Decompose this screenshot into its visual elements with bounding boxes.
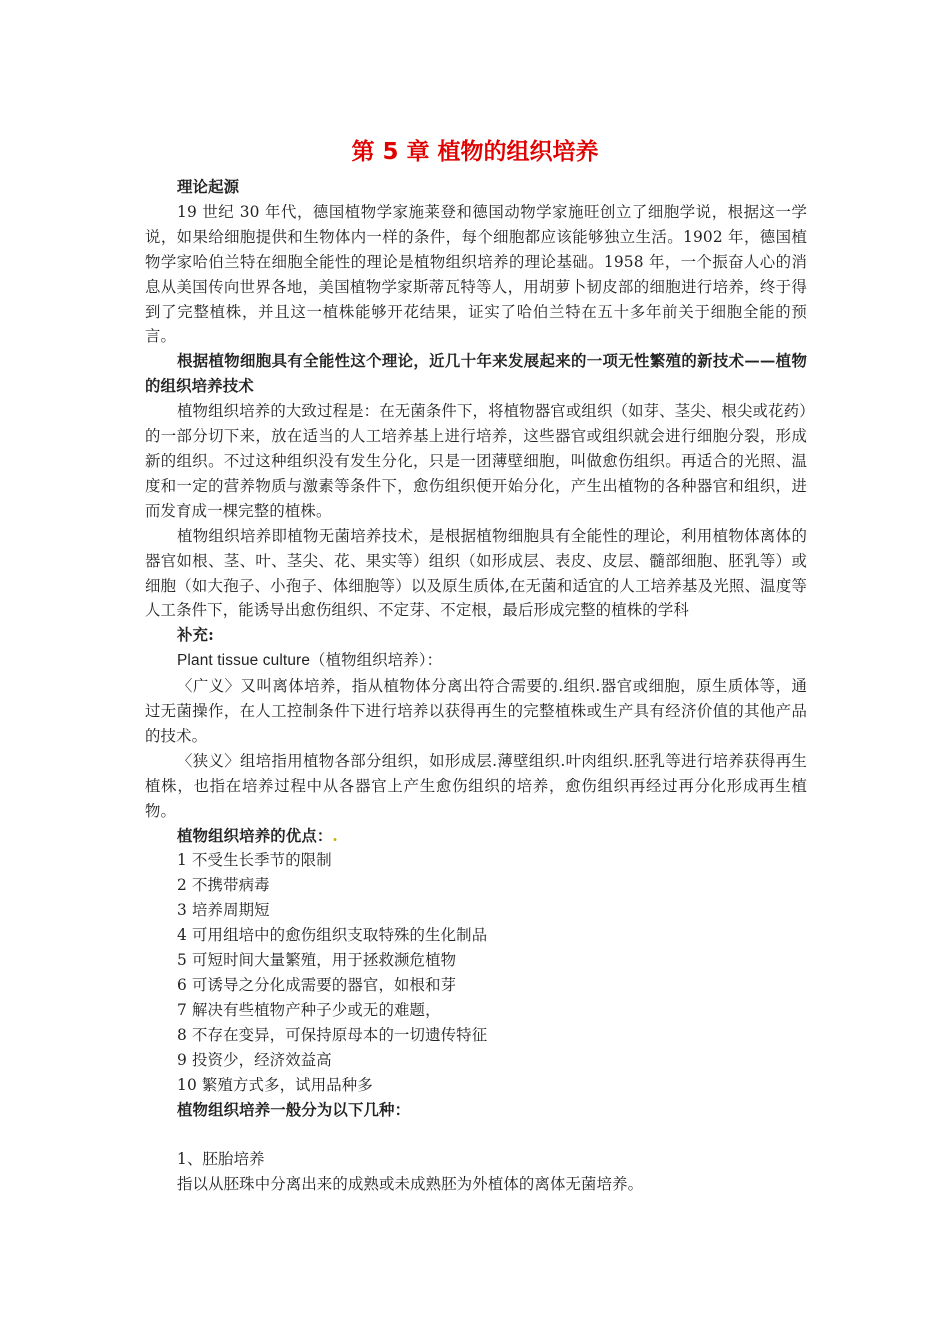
document-body: [145, 175, 807, 1197]
list-item: 3 培养周期短: [177, 901, 270, 920]
paragraph-tech-bold: 根据植物细胞具有全能性这个理论，近几十年来发展起来的一项无性繁殖的新技术——植物的组织培养技术: [145, 352, 807, 396]
list-item: 9 投资少，经济效益高: [177, 1050, 332, 1069]
paragraph-history: 19 世纪 30 年代，德国植物学家施莱登和德国动物学家施旺创立了细胞学说，根据这一学说，如果给细胞提供和生物体内一样的条件，每个细胞都应该能够独立生活。1902 年，德国植物学家哈伯兰特在细胞全能性的理论是植物组织培养的理论基础。1958 年，一个振奋人心的消息从美国传向世界各地，美国植物学家斯蒂瓦特等人，用胡萝卜韧皮部的细胞进行培养，终于得到了完整植株，并且这一植株能够开花结果，证实了哈伯兰特在五十多年前关于细胞全能的预言。: [145, 202, 807, 346]
advantages-heading-line: [145, 824, 807, 849]
paragraph-definition: 植物组织培养即植物无菌培养技术，是根据植物细胞具有全能性的理论，利用植物体离体的器官如根、茎、叶、茎尖、花、果实等）组织（如形成层、表皮、皮层、髓部细胞、胚乳等）或细胞（如大孢子、小孢子、体细胞等）以及原生质体,在无菌和适宜的人工培养基及光照、温度等人工条件下，能诱导出愈伤组织、不定芽、不定根，最后形成完整的植株的学科: [145, 526, 807, 620]
list-item: 10 繁殖方式多，试用品种多: [177, 1075, 373, 1094]
types-heading: 植物组织培养一般分为以下几种：: [177, 1100, 411, 1119]
type1-title: 1、胚胎培养: [177, 1150, 265, 1169]
broad-definition: 〈广义〉又叫离体培养，指从植物体分离出符合需要的.组织.器官或细胞，原生质体等，通过无菌操作，在人工控制条件下进行培养以获得再生的完整植株或生产具有经济价值的其他产品的技术。: [145, 677, 807, 745]
list-item: 5 可短时间大量繁殖，用于拯救濒危植物: [177, 951, 457, 970]
list-item: 1 不受生长季节的限制: [177, 851, 332, 870]
list-item: 7 解决有些植物产种子少或无的难题，: [177, 1000, 441, 1019]
advantages-heading: 植物组织培养的优点：: [177, 826, 333, 845]
list-item: 4 可用组培中的愈伤组织支取特殊的生化制品: [177, 926, 488, 945]
list-item: 6 可诱导之分化成需要的器官，如根和芽: [177, 976, 457, 994]
plant-tissue-line: [145, 648, 807, 674]
advantages-list: [145, 848, 807, 1097]
page-title: 第 5 章 植物的组织培养: [351, 139, 599, 165]
supplement-label: 补充:: [177, 626, 214, 645]
advantages-dot: .: [332, 826, 338, 845]
list-item: 8 不存在变异，可保持原母本的一切遗传特征: [177, 1025, 488, 1044]
list-item: 2 不携带病毒: [177, 876, 270, 895]
blank-line: [145, 1122, 807, 1147]
section-heading-origin: 理论起源: [177, 178, 240, 196]
paragraph-process: 植物组织培养的大致过程是：在无菌条件下，将植物器官或组织（如芽、茎尖、根尖或花药）的一部分切下来，放在适当的人工培养基上进行培养，这些器官或组织就会进行细胞分裂，形成新的组织。不过这种组织没有发生分化，只是一团薄壁细胞，叫做愈伤组织。再适合的光照、温度和一定的营养物质与激素等条件下，愈伤组织便开始分化，产生出植物的各种器官和组织，进而发育成一棵完整的植株。: [145, 402, 807, 520]
plant-tissue-text: Plant tissue culture（植物组织培养）：: [177, 652, 443, 670]
type1-description: 指以从胚珠中分离出来的成熟或未成熟胚为外植体的离体无菌培养。: [177, 1175, 644, 1194]
narrow-definition: 〈狭义〉组培指用植物各部分组织，如形成层.薄壁组织.叶肉组织.胚乳等进行培养获得再生植株，也指在培养过程中从各器官上产生愈伤组织的培养，愈伤组织再经过再分化形成再生植物。: [145, 751, 807, 820]
